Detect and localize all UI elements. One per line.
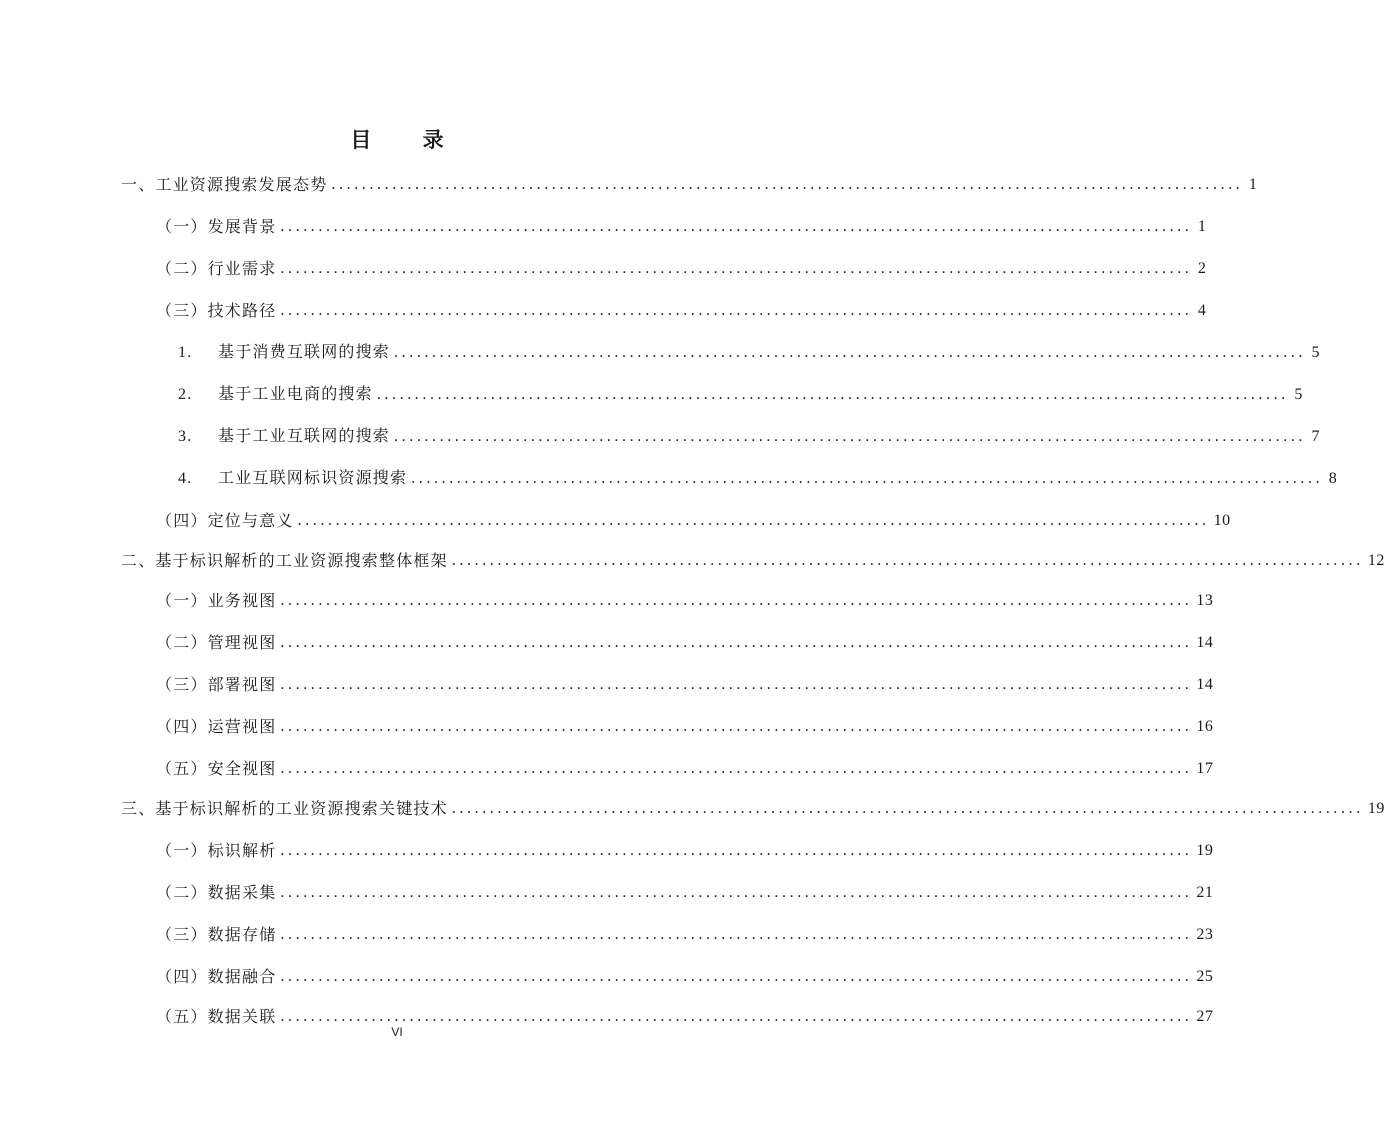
toc-leader-dots: ........................................................................................................................ (331, 176, 1244, 193)
toc-entry-label (178, 467, 407, 490)
toc-entry-label (178, 341, 390, 364)
toc-entry-page: 27 (1196, 1008, 1214, 1025)
toc-entry-page: 17 (1196, 760, 1214, 777)
toc-entry[interactable] (0, 540, 1385, 572)
toc-entry-page: 4 (1197, 302, 1207, 319)
toc-leader-dots: ........................................................................................................................ (394, 344, 1307, 361)
toc-entry[interactable] (0, 956, 1214, 988)
toc-entry-page: 1 (1248, 176, 1258, 193)
toc-entry-page: 5 (1311, 344, 1321, 361)
toc-entry[interactable] (0, 164, 1258, 196)
toc-entry[interactable] (0, 748, 1214, 780)
toc-entry-text: （三）部署视图 (156, 675, 277, 694)
toc-entry-text: （一）发展背景 (156, 217, 277, 236)
toc-entry-text: 基于工业互联网的搜索 (218, 426, 391, 445)
toc-entry-text: （五）数据关联 (156, 1007, 277, 1026)
toc-entry-label (156, 966, 276, 988)
toc-entry-text: （五）安全视图 (156, 759, 277, 778)
toc-entry-page: 5 (1294, 386, 1303, 403)
toc-entry-text: 二、基于标识解析的工业资源搜索整体框架 (121, 551, 448, 570)
toc-entry-label (156, 510, 294, 532)
toc-entry-label (156, 632, 276, 654)
toc-leader-dots: ........................................................................................................................ (411, 470, 1324, 487)
toc-entry-text: （三）数据存储 (156, 925, 277, 944)
toc-entry-number: 3. (178, 428, 193, 445)
toc-entry-label (156, 590, 276, 612)
toc-entry-text: （二）数据采集 (156, 883, 277, 902)
toc-entry-label (121, 550, 448, 572)
toc-leader-dots: ........................................................................................................................ (280, 302, 1193, 319)
toc-entry[interactable] (0, 788, 1385, 820)
toc-leader-dots: ........................................................................................................................ (280, 760, 1193, 777)
toc-entry-number: 2. (178, 386, 193, 403)
toc-entry-label (156, 924, 276, 946)
toc-entry-page: 12 (1367, 552, 1385, 569)
toc-entry-page: 13 (1196, 592, 1214, 609)
toc-entry-text: 一、工业资源搜索发展态势 (121, 175, 328, 194)
toc-entry-text: 基于工业电商的搜索 (218, 384, 373, 403)
toc-entry[interactable] (0, 996, 1214, 1028)
toc-entry-label (178, 425, 390, 448)
toc-entry-text: （四）定位与意义 (156, 511, 294, 530)
toc-entry-text: 三、基于标识解析的工业资源搜索关键技术 (121, 799, 448, 818)
toc-entry[interactable] (0, 290, 1207, 322)
toc-leader-dots: ........................................................................................................................ (451, 800, 1364, 817)
toc-entry[interactable] (0, 914, 1214, 946)
toc-entry-label (121, 174, 327, 196)
toc-leader-dots: ........................................................................................................................ (394, 428, 1307, 445)
toc-entry[interactable] (0, 206, 1207, 238)
toc-leader-dots: ........................................................................................................................ (280, 634, 1193, 651)
toc-entry-page: 2 (1197, 260, 1207, 277)
toc-entry-label (156, 258, 276, 280)
toc-leader-dots: ........................................................................................................................ (280, 676, 1193, 693)
toc-entry-page: 14 (1196, 676, 1214, 693)
toc-entry-text: （四）数据融合 (156, 967, 277, 986)
toc-leader-dots: ........................................................................................................................ (280, 718, 1193, 735)
page-title: 目 录 (350, 128, 466, 152)
toc-leader-dots: ........................................................................................................................ (280, 926, 1193, 943)
toc-entry[interactable] (0, 622, 1214, 654)
toc-entry-text: （二）行业需求 (156, 259, 277, 278)
toc-leader-dots: ........................................................................................................................ (280, 260, 1193, 277)
toc-entry-label (156, 758, 276, 780)
toc-leader-dots: ........................................................................................................................ (297, 512, 1210, 529)
toc-leader-dots: ........................................................................................................................ (376, 386, 1289, 403)
toc-entry-text: （一）业务视图 (156, 591, 277, 610)
toc-entry-text: 工业互联网标识资源搜索 (218, 468, 408, 487)
toc-leader-dots: ........................................................................................................................ (280, 884, 1193, 901)
toc-entry-page: 23 (1196, 926, 1214, 943)
toc-entry-page: 19 (1367, 800, 1385, 817)
toc-leader-dots: ........................................................................................................................ (280, 968, 1193, 985)
toc-entry-page: 7 (1311, 428, 1321, 445)
toc-entry-page: 14 (1196, 634, 1214, 651)
toc-entry-page: 19 (1196, 842, 1214, 859)
toc-entry-text: （四）运营视图 (156, 717, 277, 736)
toc-entry[interactable] (0, 248, 1207, 280)
toc-entry-page: 25 (1196, 968, 1214, 985)
toc-entry-number: 1. (178, 344, 193, 361)
toc-entry-text: （三）技术路径 (156, 301, 277, 320)
toc-entry-page: 16 (1196, 718, 1214, 735)
toc-entry-label (178, 383, 373, 406)
toc-entry-page: 10 (1213, 512, 1231, 529)
toc-entry[interactable] (0, 706, 1214, 738)
toc-entry[interactable] (0, 664, 1214, 696)
toc-leader-dots: ........................................................................................................................ (280, 842, 1193, 859)
toc-entry-text: （二）管理视图 (156, 633, 277, 652)
toc-entry-text: 基于消费互联网的搜索 (218, 342, 391, 361)
toc-leader-dots: ........................................................................................................................ (280, 592, 1193, 609)
toc-entry-label (156, 674, 276, 696)
toc-entry-page: 21 (1196, 884, 1214, 901)
toc-entry[interactable] (0, 332, 1321, 364)
toc-entry-label (156, 216, 276, 238)
toc-entry-label (156, 716, 276, 738)
toc-entry-label (121, 798, 448, 820)
toc-entry[interactable] (0, 416, 1321, 448)
toc-entry[interactable] (0, 830, 1214, 862)
toc-entry-label (156, 300, 276, 322)
toc-leader-dots: ........................................................................................................................ (451, 552, 1364, 569)
toc-leader-dots: ........................................................................................................................ (280, 1008, 1193, 1025)
page-number-footer: VI (391, 1025, 403, 1039)
toc-entry[interactable] (0, 872, 1214, 904)
toc-entry[interactable] (0, 580, 1214, 612)
toc-entry[interactable] (0, 458, 1338, 490)
toc-entry-text: （一）标识解析 (156, 841, 277, 860)
toc-entry-label (156, 840, 276, 862)
toc-entry[interactable] (0, 374, 1303, 406)
toc-entry-page: 1 (1197, 218, 1207, 235)
toc-entry-number: 4. (178, 470, 193, 487)
toc-leader-dots: ........................................................................................................................ (280, 218, 1193, 235)
toc-entry-page: 8 (1328, 470, 1338, 487)
toc-entry[interactable] (0, 500, 1231, 532)
toc-entry-label (156, 882, 276, 904)
